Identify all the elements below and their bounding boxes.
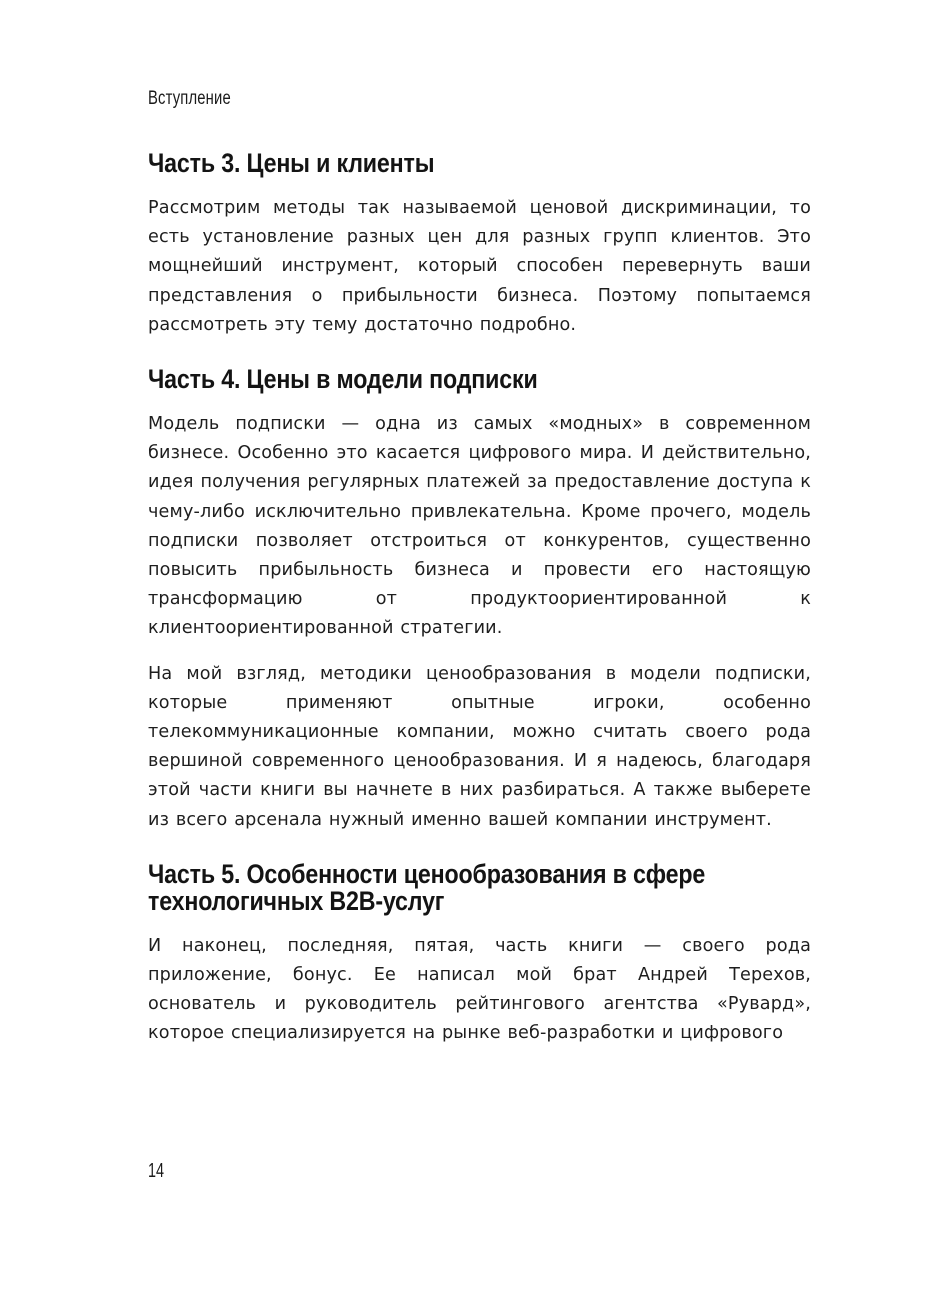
section-part-4 bbox=[148, 366, 811, 835]
section-title: Часть 4. Цены в модели подписки bbox=[148, 364, 538, 395]
page-number: 14 bbox=[148, 1160, 165, 1182]
running-head: Вступление bbox=[148, 88, 231, 109]
section-title: Часть 5. Особенности ценообразования в сфере технологичных B2B-услуг bbox=[148, 858, 706, 916]
paragraph: И наконец, последняя, пятая, часть книги — своего рода приложение, бонус. Ее написал мой брат Андрей Терехов, основатель и руководитель рейтингового агентства «Рувард», которое специализируется на рынке веб-разработки и цифрового bbox=[148, 935, 811, 1044]
paragraph: Модель подписки — одна из самых «модных» в современном бизнесе. Особенно это касается цифрового мира. И действительно, идея получения регулярных платежей за предоставление доступа к чему-либо исключительно привлекательна. Кроме прочего, модель подписки позволяет отстроиться от конкурентов, существенно повысить прибыльность бизнеса и провести его настоящую трансформацию от продуктоориентированной к клиентоориентированной стратегии. bbox=[148, 414, 811, 639]
section-title: Часть 3. Цены и клиенты bbox=[148, 148, 435, 178]
section-part-3 bbox=[148, 150, 811, 340]
book-page bbox=[148, 0, 811, 1300]
page-content bbox=[148, 150, 811, 1075]
section-part-5 bbox=[148, 858, 811, 1049]
paragraph: Рассмотрим методы так называемой ценовой дискриминации, то есть установление разных цен для разных групп клиентов. Это мощнейший инструмент, который способен перевернуть ваши представления о прибыльности бизнеса. Поэтому попытаемся рассмотреть эту тему достаточно подробно. bbox=[148, 198, 811, 335]
paragraph: На мой взгляд, методики ценообразования в модели подписки, которые применяют опытные игроки, особенно телекоммуникационные компании, можно считать своего рода вершиной современного ценообразования. И я надеюсь, благодаря этой части книги вы начнете в них разбираться. А также выберете из всего арсенала нужный именно вашей компании инструмент. bbox=[148, 663, 811, 830]
